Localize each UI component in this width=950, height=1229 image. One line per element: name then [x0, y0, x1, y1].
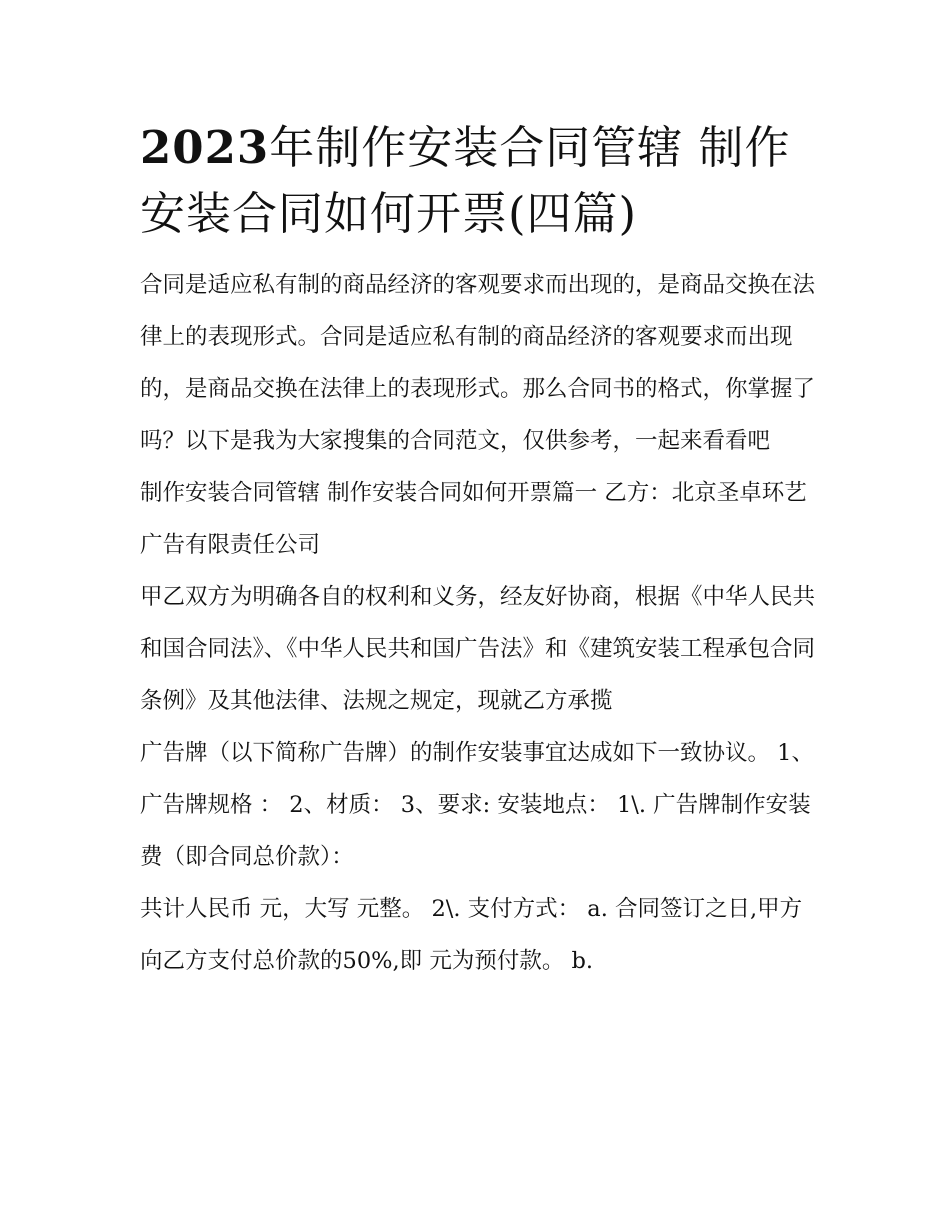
paragraph-section-heading: 制作安装合同管辖 制作安装合同如何开票篇一 乙方：北京圣卓环艺广告有限责任公司 — [140, 480, 807, 558]
title-year: 2023 — [140, 121, 270, 174]
paragraph-intro: 合同是适应私有制的商品经济的客观要求而出现的，是商品交换在法律上的表现形式。合同是适应私有制的商品经济的客观要求而出现的，是商品交换在法律上的表现形式。那么合同书的格式，你掌握了吗？以下是我为大家搜集的合同范文，仅供参考，一起来看看吧 — [140, 272, 816, 454]
paragraph-agreement-items: 广告牌（以下简称广告牌）的制作安装事宜达成如下一致协议。 1、广告牌规格 ： 2、材质： 3、要求: 安装地点： 1\. 广告牌制作安装费（即合同总价款）： — [140, 740, 814, 870]
paragraph-legal-basis: 甲乙双方为明确各自的权利和义务，经友好协商，根据《中华人民共和国合同法》、《中华人民共和国广告法》和《建筑安装工程承包合同条例》及其他法律、法规之规定，现就乙方承揽 — [140, 584, 816, 714]
document-body — [140, 115, 815, 987]
document-title — [140, 115, 815, 247]
title-text: 年制作安装合同管辖 制作安装合同如何开票(四篇) — [140, 121, 791, 240]
paragraph-payment: 共计人民币 元，大写 元整。 2\. 支付方式： a. 合同签订之日,甲方向乙方支付总价款的50%,即 元为预付款。 b. — [140, 896, 803, 974]
